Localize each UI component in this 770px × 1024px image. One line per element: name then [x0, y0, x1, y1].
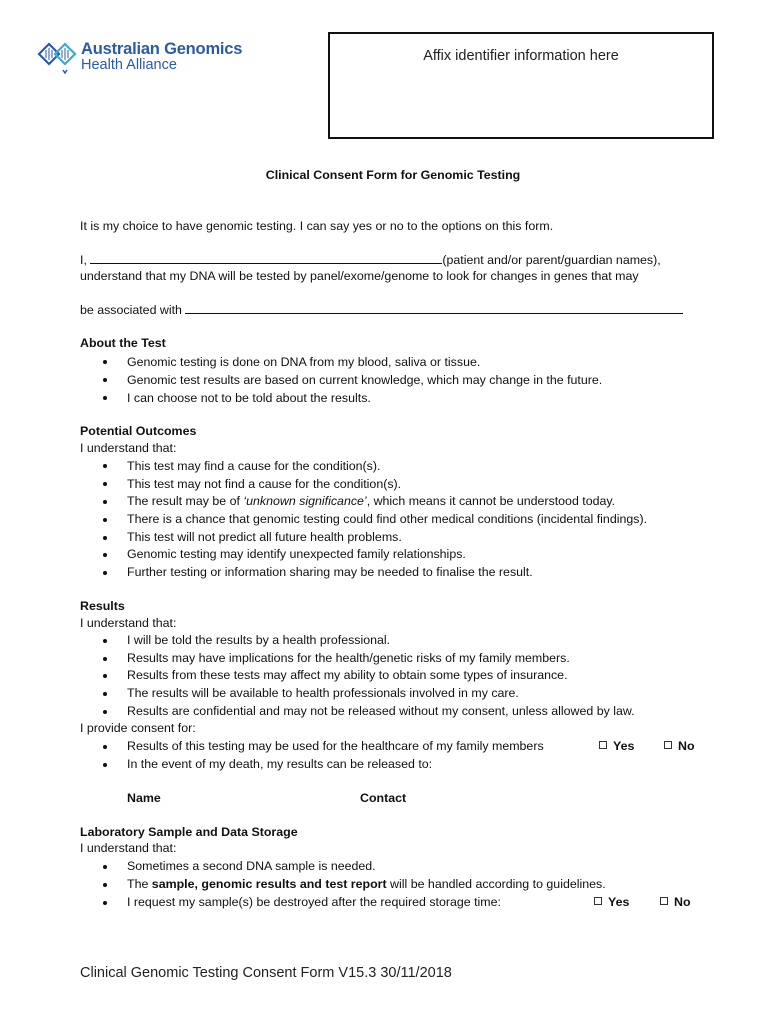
- consent-lead: I provide consent for:: [80, 721, 196, 735]
- results-lead: I understand that:: [80, 616, 177, 630]
- list-item: I will be told the results by a health professional.: [127, 633, 391, 647]
- consent-prefix: I,: [80, 253, 87, 267]
- bullet: [103, 639, 107, 643]
- list-item: Results may have implications for the health/genetic risks of my family members.: [127, 651, 570, 665]
- family-healthcare-consent-text: Results of this testing may be used for the healthcare of my family members: [127, 739, 544, 753]
- yes-label: Yes: [613, 739, 635, 753]
- list-item: This test may not find a cause for the condition(s).: [127, 477, 402, 491]
- list-item: This test will not predict all future health problems.: [127, 530, 402, 544]
- family-consent-yes-option[interactable]: [599, 739, 634, 753]
- family-consent-no-option[interactable]: [664, 739, 695, 753]
- consent-statement-line1: [80, 253, 661, 267]
- bullet: [103, 360, 107, 364]
- bullet: [103, 657, 107, 661]
- list-item: There is a chance that genomic testing could find other medical conditions (incidental findings).: [127, 512, 648, 526]
- list-item: Sometimes a second DNA sample is needed.: [127, 859, 376, 873]
- condition-field[interactable]: [185, 303, 683, 314]
- form-title: Clinical Consent Form for Genomic Testing: [265, 168, 521, 182]
- bullet: [103, 536, 107, 540]
- outcomes-lead: I understand that:: [80, 441, 177, 455]
- bullet: [103, 883, 107, 887]
- bullet: [103, 763, 107, 767]
- checkbox-icon[interactable]: [594, 897, 602, 905]
- bullet: [103, 710, 107, 714]
- contact-column-header: Contact: [360, 791, 407, 805]
- consent-statement-line3: [80, 303, 683, 317]
- bullet: [103, 482, 107, 486]
- bullet: [103, 378, 107, 382]
- bullet: [103, 901, 107, 905]
- destroy-sample-yes-option[interactable]: [594, 895, 629, 909]
- storage-lead: I understand that:: [80, 841, 177, 855]
- checkbox-icon[interactable]: [664, 741, 672, 749]
- list-item: Results from these tests may affect my ability to obtain some types of insurance.: [127, 668, 568, 682]
- results-heading: Results: [80, 599, 125, 613]
- bullet: [103, 745, 107, 749]
- checkbox-icon[interactable]: [599, 741, 607, 749]
- identifier-box-label: Affix identifier information here: [423, 48, 619, 64]
- logo-name-line2: Health Alliance: [81, 57, 177, 73]
- list-item: This test may find a cause for the condition(s).: [127, 459, 381, 473]
- checkbox-icon[interactable]: [660, 897, 668, 905]
- bullet: [103, 571, 107, 575]
- form-footer: Clinical Genomic Testing Consent Form V15.3 30/11/2018: [80, 965, 452, 981]
- bullet: [103, 865, 107, 869]
- list-item: Genomic test results are based on current knowledge, which may change in the future.: [127, 373, 603, 387]
- yes-label: Yes: [608, 895, 630, 909]
- sample-destroy-text: I request my sample(s) be destroyed after the required storage time:: [127, 895, 501, 909]
- text-segment: , which means it cannot be understood today.: [366, 494, 616, 508]
- italic-term: ‘unknown significance’: [243, 494, 367, 508]
- list-item: I can choose not to be told about the results.: [127, 391, 371, 405]
- list-item: Results are confidential and may not be released without my consent, unless allowed by law.: [127, 704, 635, 718]
- list-item: Further testing or information sharing may be needed to finalise the result.: [127, 565, 533, 579]
- bullet: [103, 500, 107, 504]
- names-hint: (patient and/or parent/guardian names),: [442, 253, 661, 267]
- list-item-handling: [127, 877, 606, 891]
- intro-text: It is my choice to have genomic testing. I can say yes or no to the options on this form.: [80, 219, 554, 233]
- associated-with-label: be associated with: [80, 303, 182, 317]
- bold-term: sample, genomic results and test report: [151, 877, 387, 891]
- bullet: [103, 464, 107, 468]
- text-segment: The result may be of: [127, 494, 244, 508]
- list-item: The results will be available to health professionals involved in my care.: [127, 686, 519, 700]
- identifier-box: [328, 32, 714, 139]
- no-label: No: [678, 739, 695, 753]
- storage-heading: Laboratory Sample and Data Storage: [80, 825, 298, 839]
- list-item: Genomic testing may identify unexpected family relationships.: [127, 547, 466, 561]
- outcomes-heading: Potential Outcomes: [80, 424, 197, 438]
- bullet: [103, 553, 107, 557]
- list-item-unknown-significance: [127, 494, 615, 508]
- bullet: [103, 692, 107, 696]
- bullet: [103, 518, 107, 522]
- bullet: [103, 396, 107, 400]
- destroy-sample-no-option[interactable]: [660, 895, 691, 909]
- about-heading: About the Test: [80, 336, 166, 350]
- logo-name-line1: Australian Genomics: [81, 40, 243, 58]
- organization-logo: [37, 40, 267, 80]
- release-after-death-text: In the event of my death, my results can be released to:: [127, 757, 433, 771]
- consent-statement-line2: understand that my DNA will be tested by panel/exome/genome to look for changes in genes that may: [80, 269, 639, 283]
- text-segment: The: [127, 877, 152, 891]
- bullet: [103, 674, 107, 678]
- names-field[interactable]: [90, 253, 442, 264]
- name-column-header: Name: [127, 791, 161, 805]
- list-item: Genomic testing is done on DNA from my blood, saliva or tissue.: [127, 355, 481, 369]
- text-segment: will be handled according to guidelines.: [386, 877, 606, 891]
- dna-logo-icon: [37, 40, 77, 80]
- no-label: No: [674, 895, 691, 909]
